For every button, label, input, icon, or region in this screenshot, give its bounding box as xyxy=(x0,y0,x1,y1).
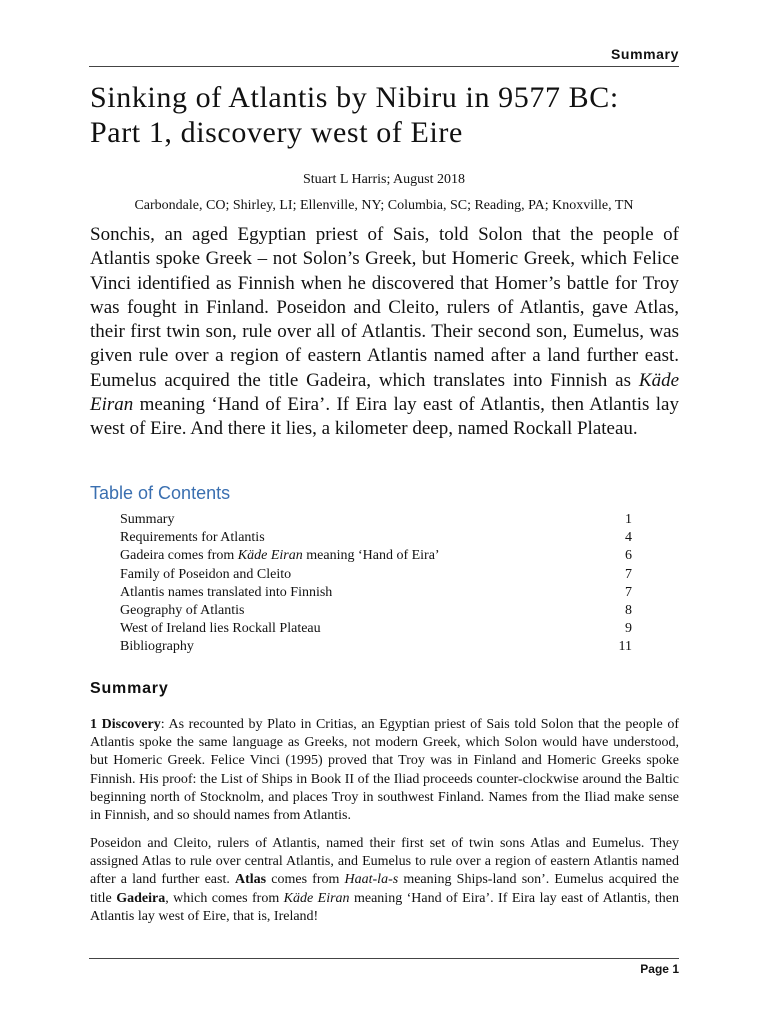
toc-entry-page: 7 xyxy=(625,584,632,600)
footer-divider xyxy=(89,958,679,959)
italic-term: Haat-la-s xyxy=(344,872,399,888)
toc-entry-geography[interactable] xyxy=(120,602,632,620)
toc-entry-page: 7 xyxy=(625,566,632,582)
toc-entry-bibliography[interactable] xyxy=(120,638,632,656)
toc-entry-rockall[interactable] xyxy=(120,620,632,638)
toc-entry-title-part: meaning ‘Hand of Eira’ xyxy=(302,548,440,564)
toc-entry-page: 6 xyxy=(625,548,632,564)
document-title xyxy=(90,80,690,150)
toc-entry-page: 8 xyxy=(625,603,632,619)
toc-entry-title-italic: Käde Eiran xyxy=(237,548,303,564)
paragraph-text: meaning Ships-land son’. Eumelus acquired the title xyxy=(90,872,679,906)
toc-entry-title-part: Gadeira comes from xyxy=(120,548,238,564)
paragraph-lead: 1 Discovery xyxy=(90,717,161,732)
page-number: Page 1 xyxy=(640,962,679,976)
running-header-label: Summary xyxy=(610,46,679,62)
paragraph-text: , which comes from xyxy=(165,890,284,906)
abstract-text-2: meaning ‘Hand of Eira’. If Eira lay east of Atlantis, then Atlantis lay west of Eire. And there it lies, a kilometer deep, named Rockall Plateau. xyxy=(90,394,679,440)
toc-entry-summary[interactable] xyxy=(120,511,632,529)
paragraph-text: meaning ‘Hand of Eira’. If Eira lay east of Atlantis, then Atlantis lay west of Eire, that is, Ireland! xyxy=(90,890,679,924)
summary-paragraph-1 xyxy=(90,716,679,825)
author-line: Stuart L Harris; August 2018 xyxy=(302,172,466,187)
summary-section-heading: Summary xyxy=(90,680,169,697)
toc-entry-title: Geography of Atlantis xyxy=(120,603,245,619)
bold-term-atlas: Atlas xyxy=(235,872,267,888)
title-line-2: Part 1, discovery west of Eire xyxy=(90,116,463,149)
paragraph-text: Poseidon and Cleito, rulers of Atlantis, named their first set of twin sons Atlas and Eumelus. They assigned Atlas to rule over central Atlantis, and Eumelus to rule over a region of eastern Atlantis named after a land further east. xyxy=(90,836,679,888)
toc-entry-page: 11 xyxy=(618,639,632,655)
abstract-italic-term: Käde Eiran xyxy=(90,369,679,416)
title-line-1: Sinking of Atlantis by Nibiru in 9577 BC: xyxy=(90,81,619,114)
toc-entry-page: 9 xyxy=(625,621,632,637)
locations-line: Carbondale, CO; Shirley, LI; Ellenville, NY; Columbia, SC; Reading, PA; Knoxville, TN xyxy=(134,198,634,213)
toc-entry-requirements[interactable] xyxy=(120,529,632,547)
toc-entry-title: Atlantis names translated into Finnish xyxy=(120,584,333,600)
toc-entry-page: 1 xyxy=(625,512,632,527)
toc-entry-title: Requirements for Atlantis xyxy=(120,530,265,546)
toc-list xyxy=(120,511,632,657)
summary-paragraph-2 xyxy=(90,835,679,926)
toc-entry-title: Bibliography xyxy=(120,639,194,655)
toc-entry-title: Summary xyxy=(120,512,175,527)
toc-entry-title xyxy=(120,547,440,565)
paragraph-text: : As recounted by Plato in Critias, an Egyptian priest of Sais told Solon that the people of Atlantis spoke the same language as Greeks, not modern Greek, which Solon would have understood, but Homeric Greek. Felice Vinci (1995) proved that Troy was in Finland and Homeric Greeks spoke Finnish. His proof: the List of Ships in Book II of the Iliad proceeds counter-clockwise around the Baltic beginning north of Stocknolm, and places Troy in southwest Finland. Names from the Iliad make sense in Finnish, and so should names from Atlantis. xyxy=(90,717,680,824)
abstract-paragraph xyxy=(90,223,679,442)
paragraph-text: comes from xyxy=(266,872,345,888)
toc-entry-names[interactable] xyxy=(120,584,632,602)
bold-term-gadeira: Gadeira xyxy=(116,890,166,906)
toc-entry-page: 4 xyxy=(625,530,632,546)
toc-entry-gadeira[interactable] xyxy=(120,547,632,565)
toc-entry-family[interactable] xyxy=(120,566,632,584)
header-divider xyxy=(89,66,679,67)
italic-term: Käde Eiran xyxy=(283,890,350,906)
toc-entry-title: West of Ireland lies Rockall Plateau xyxy=(120,621,321,637)
toc-entry-title: Family of Poseidon and Cleito xyxy=(120,566,292,582)
abstract-text-1: Sonchis, an aged Egyptian priest of Sais, told Solon that the people of Atlantis spoke Greek – not Solon’s Greek, but Homeric Greek, which Felice Vinci identified as Finnish when he discovered that Homer’s battle for Troy was fought in Finland. Poseidon and Cleito, rulers of Atlantis, gave Atlas, their first twin son, rule over all of Atlantis. Their second son, Eumelus, was given rule over a region of eastern Atlantis named after a land further east. Eumelus acquired the title Gadeira, which translates into Finnish as xyxy=(90,224,679,391)
toc-heading: Table of Contents xyxy=(90,483,231,503)
